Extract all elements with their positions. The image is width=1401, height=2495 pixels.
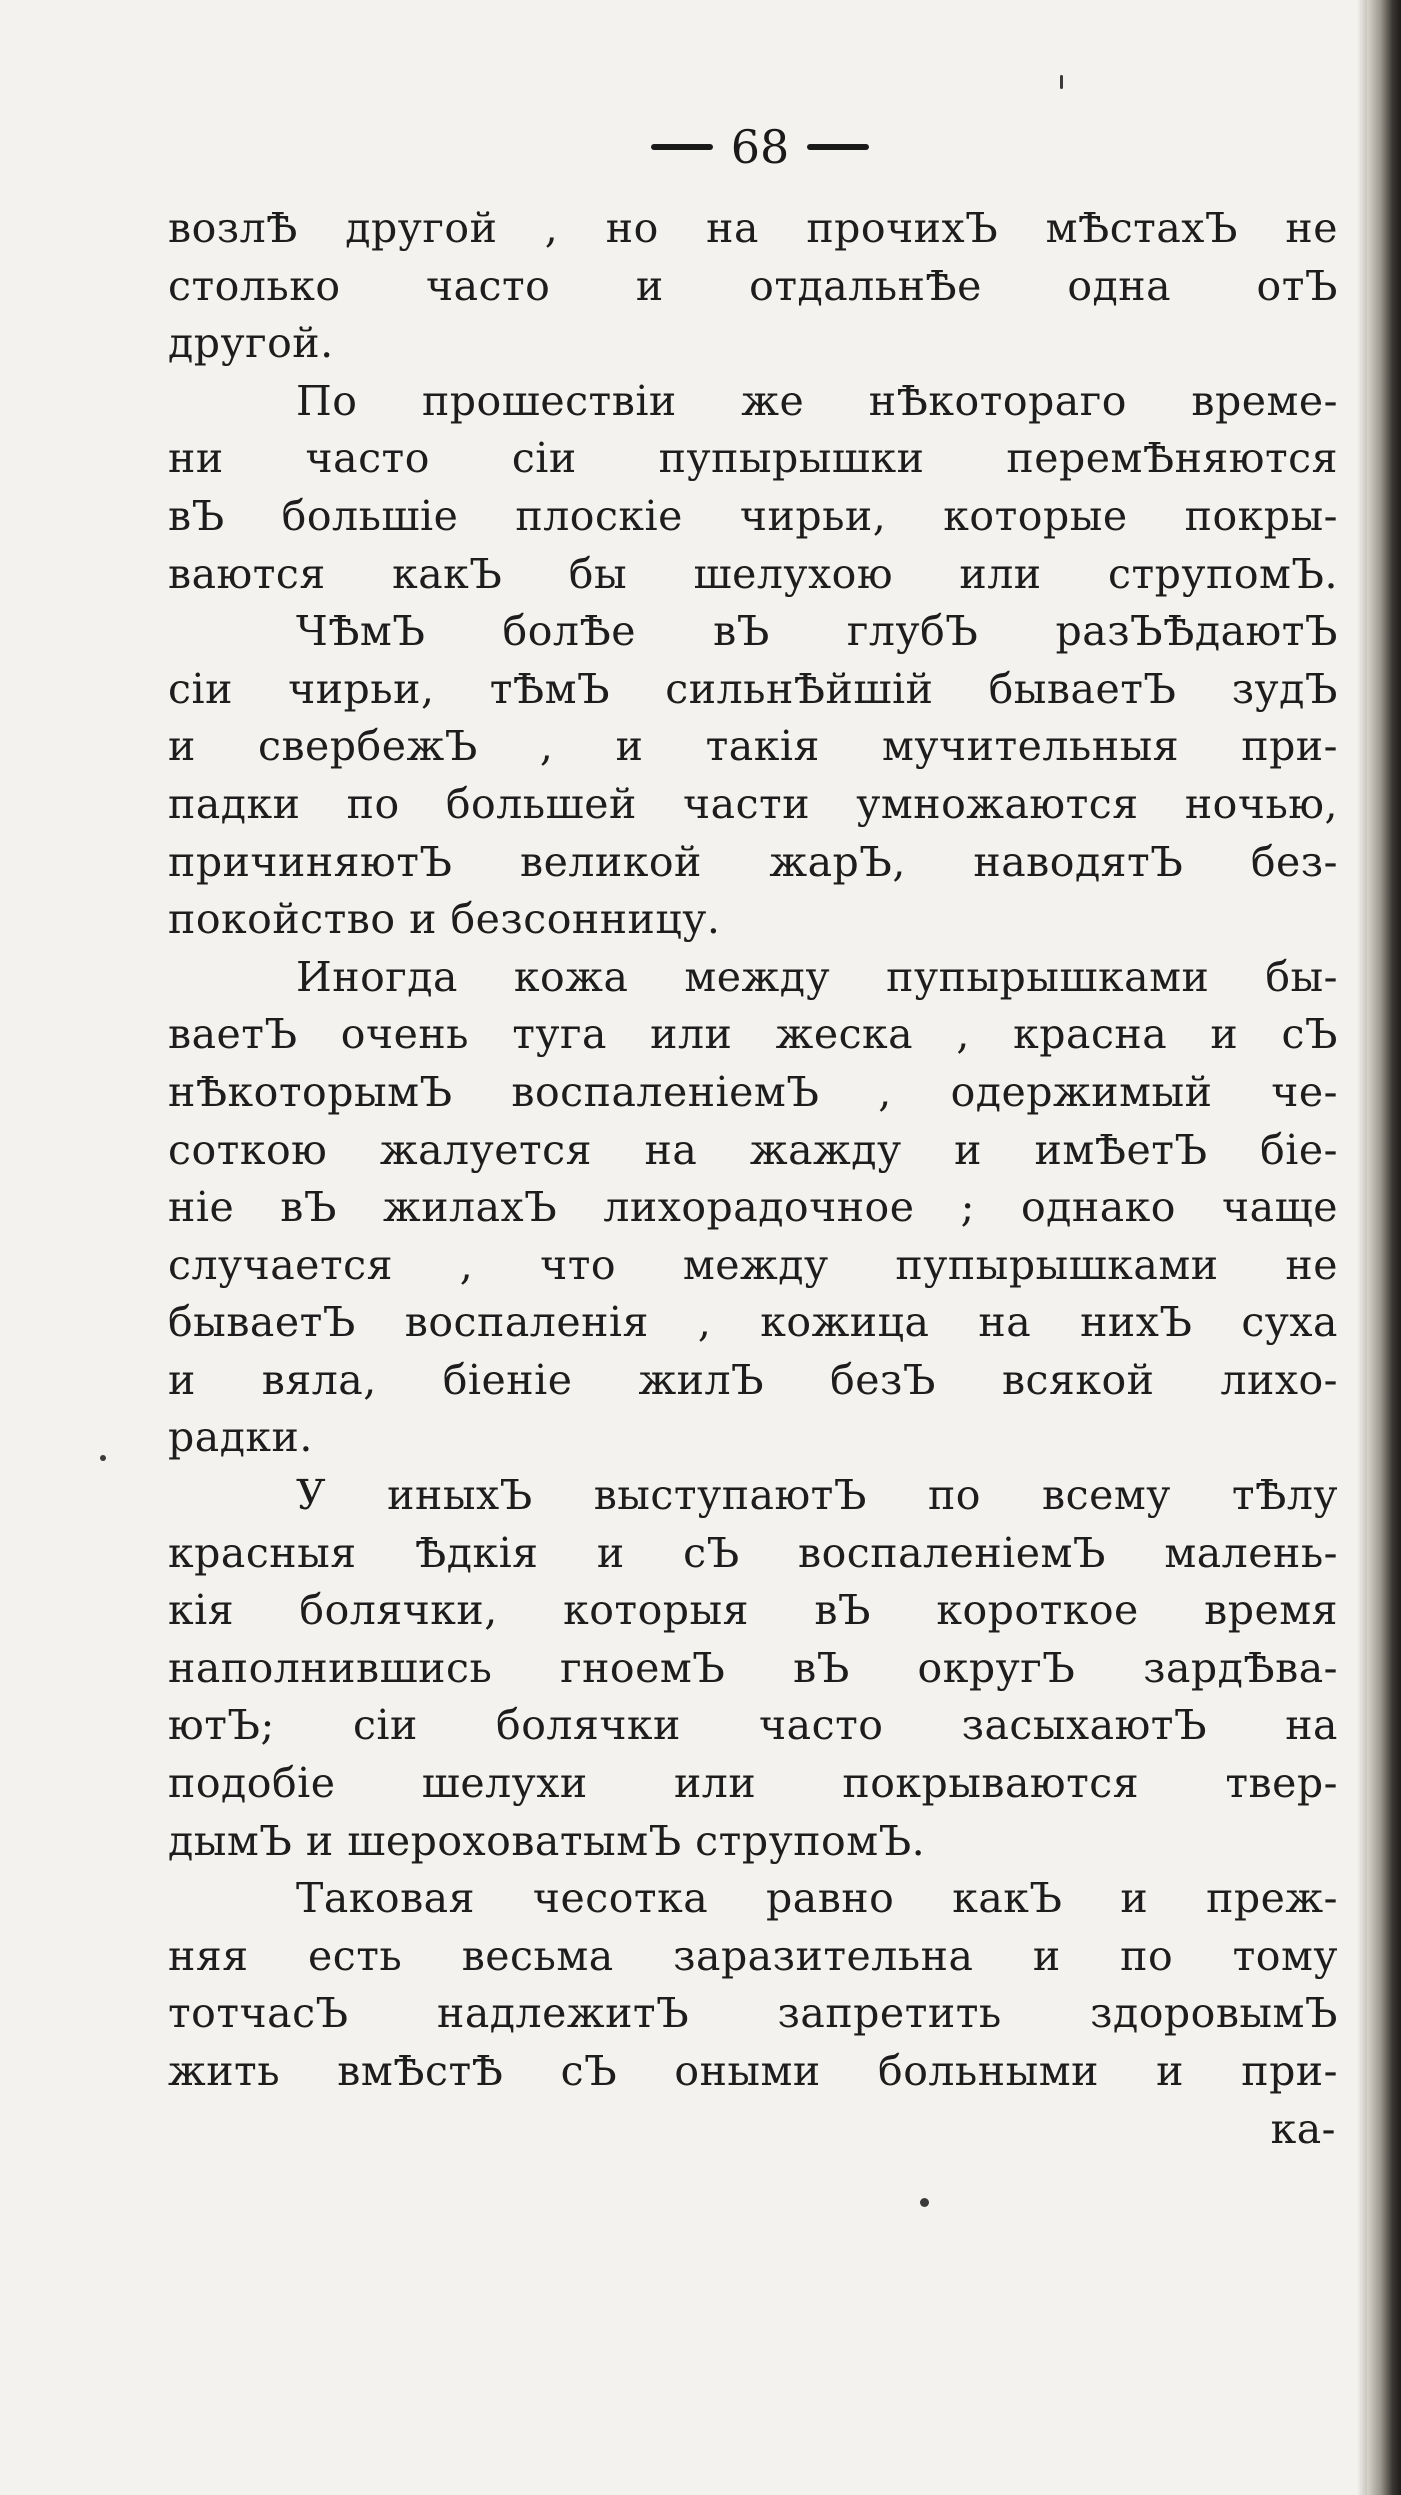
right-dash-ornament: [807, 144, 869, 150]
text-line: вЪ большіе плоскіе чирьи, которые покры-: [168, 491, 1338, 540]
text-line: красныя Ѣдкія и сЪ воспаленіемЪ малень-: [168, 1528, 1338, 1577]
text-line: ваются какЪ бы шелухою или струпомЪ.: [168, 549, 1338, 598]
text-line: радки.: [168, 1413, 313, 1462]
page-header: [600, 112, 920, 182]
text-line: нѢкоторымЪ воспаленіемЪ , одержимый че-: [168, 1067, 1338, 1116]
text-line: ЧѢмЪ болѢе вЪ глубЪ разЪѢдаютЪ: [296, 607, 1338, 656]
text-line: бываетЪ воспаленія , кожица на нихЪ суха: [168, 1298, 1338, 1347]
text-line: ютЪ; сіи болячки часто засыхаютЪ на: [168, 1701, 1338, 1750]
text-line: наполнившись гноемЪ вЪ округЪ зардѢва-: [168, 1643, 1338, 1692]
text-line: причиняютЪ великой жарЪ, наводятЪ без-: [168, 837, 1338, 886]
text-line: подобіе шелухи или покрываются твер-: [168, 1759, 1338, 1808]
text-line: возлѢ другой , но на прочихЪ мѢстахЪ не: [168, 204, 1338, 252]
paper-speck: [100, 1455, 106, 1461]
paper-speck: [1060, 75, 1063, 89]
text-line: соткою жалуется на жажду и имѢетЪ біе-: [168, 1125, 1338, 1174]
text-line: и свербежЪ , и такія мучительныя при-: [168, 722, 1338, 771]
text-line: ни часто сіи пупырышки перемѢняются: [168, 434, 1338, 483]
text-line: жить вмѢстѢ сЪ оными больными и при-: [168, 2047, 1338, 2095]
text-line: кія болячки, которыя вЪ короткое время: [168, 1586, 1338, 1635]
text-line: Таковая чесотка равно какЪ и преж-: [296, 1874, 1338, 1923]
page-text: [168, 200, 1338, 2158]
text-line: сіи чирьи, тѢмЪ сильнѢйшій бываетЪ зудЪ: [168, 664, 1338, 713]
text-line: тотчасЪ надлежитЪ запретить здоровымЪ: [168, 1989, 1338, 2038]
text-line: Иногда кожа между пупырышками бы-: [296, 952, 1338, 1001]
left-dash-ornament: [651, 144, 713, 150]
book-spine-edge: [1367, 0, 1401, 2495]
text-line: случается , что между пупырышками не: [168, 1240, 1338, 1289]
text-line: падки по большей части умножаются ночью,: [168, 779, 1338, 828]
text-line: столько часто и отдальнѢе одна отЪ: [168, 261, 1338, 310]
text-line: покойство и безсонницу.: [168, 895, 721, 944]
text-line: дымЪ и шероховатымЪ струпомЪ.: [168, 1816, 926, 1865]
text-line: и вяла, біеніе жилЪ безЪ всякой лихо-: [168, 1355, 1338, 1404]
page-number: 68: [730, 120, 790, 174]
text-line: няя есть весьма заразительна и по тому: [168, 1931, 1338, 1980]
text-line: ваетЪ очень туга или жеска , красна и сЪ: [168, 1010, 1338, 1059]
catchword: ка-: [1270, 2104, 1336, 2153]
text-line: ніе вЪ жилахЪ лихорадочное ; однако чаще: [168, 1183, 1338, 1232]
text-line: У иныхЪ выступаютЪ по всему тѢлу: [296, 1471, 1338, 1520]
catchword-line: [168, 2101, 1338, 2159]
paper-speck: [920, 2198, 929, 2207]
text-line: По прошествіи же нѢкотораго време-: [296, 376, 1338, 425]
page-gutter-shadow: [1357, 0, 1367, 2495]
text-line: другой.: [168, 319, 334, 368]
